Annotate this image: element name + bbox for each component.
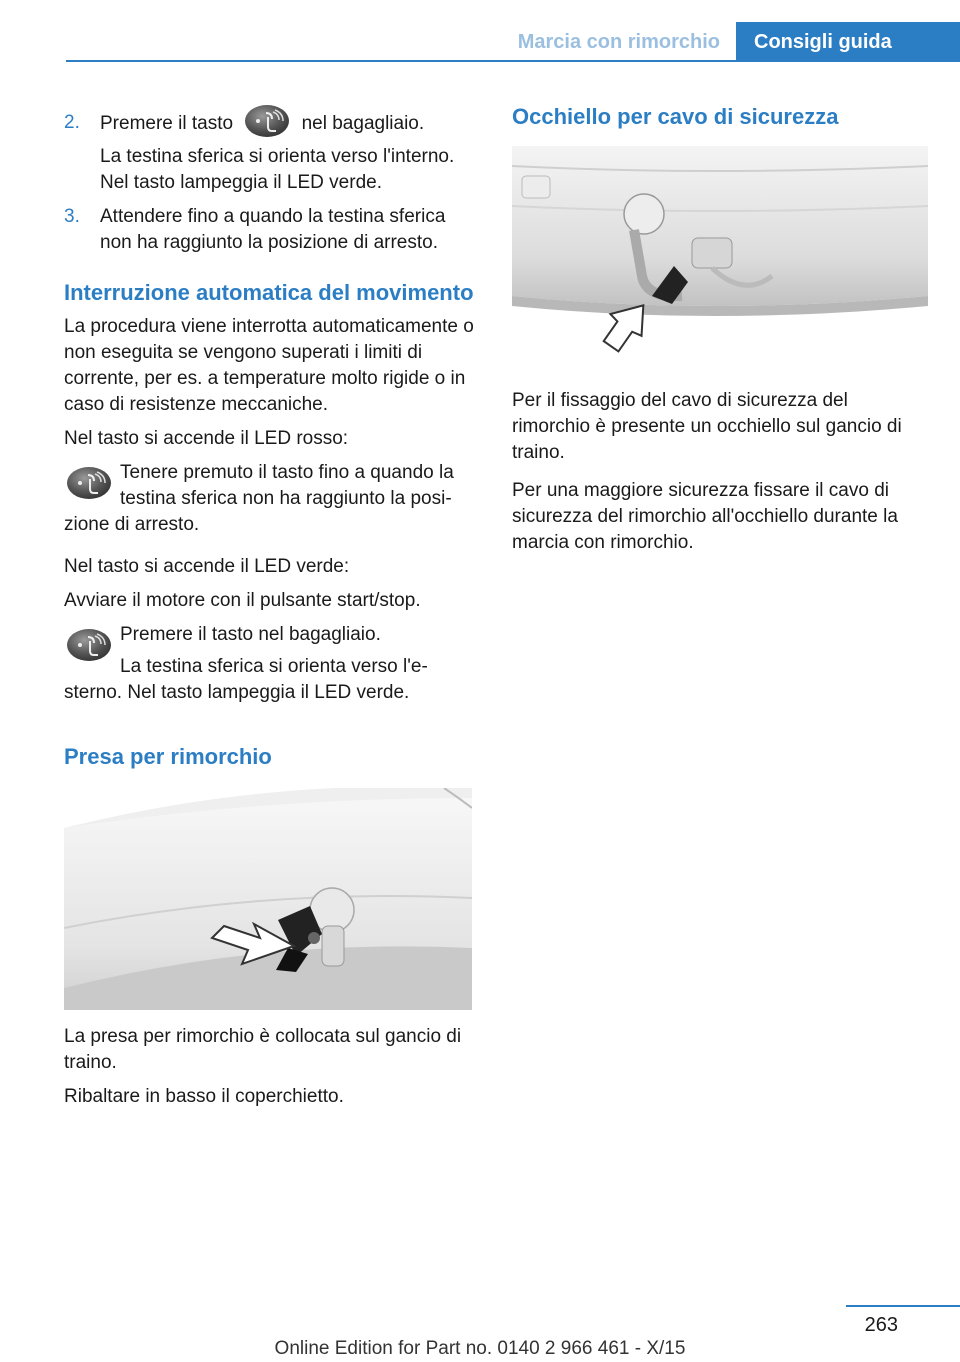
step-number: 2. xyxy=(64,112,80,133)
trailer-hitch-button-icon xyxy=(242,104,292,138)
footer-rule xyxy=(846,1305,960,1307)
left-column xyxy=(64,110,482,1118)
step-number: 3. xyxy=(64,206,80,227)
note-text: Tenere premuto il tasto fino a quando la testina sferica non ha raggiunto la posi- xyxy=(120,462,454,509)
footer-edition-text: Online Edition for Part no. 0140 2 966 461 - X/15 xyxy=(274,1338,686,1359)
note-text: sterno. Nel tasto lampeggia il LED verde. xyxy=(64,682,410,703)
trailer-hitch-button-icon xyxy=(64,466,114,500)
paragraph: Per il fissaggio del cavo di sicurezza del rimorchio è presente un occhiello sul gancio di traino. xyxy=(512,390,902,463)
trailer-hitch-button-icon xyxy=(64,628,114,662)
paragraph: Ribaltare in basso il coperchietto. xyxy=(64,1086,344,1107)
step-text: Premere il tasto nel bagagliaio. xyxy=(100,110,482,138)
step-text: Attendere fino a quando la testina sferica non ha raggiunto la posizione di arresto. xyxy=(100,206,446,253)
trailer-socket-illustration xyxy=(64,788,472,1010)
paragraph: La presa per rimorchio è collocata sul gancio di traino. xyxy=(64,1026,462,1073)
step-3 xyxy=(64,204,482,256)
subheading-automatic-interruption: Interruzione automatica del movimento xyxy=(64,280,474,305)
paragraph: Nel tasto si accende il LED rosso: xyxy=(64,428,349,449)
paragraph: Avviare il motore con il pulsante start/stop. xyxy=(64,590,421,611)
icon-note-press-button xyxy=(64,622,482,706)
step-2 xyxy=(64,110,482,196)
header-section-title: Marcia con rimorchio xyxy=(517,31,720,53)
icon-note-hold-button xyxy=(64,460,482,538)
right-column xyxy=(512,104,928,564)
paragraph: Nel tasto si accende il LED verde: xyxy=(64,556,350,577)
paragraph: Per una maggiore sicurezza fissare il cavo di sicurezza del rimorchio all'occhiello durante la marcia con rimorchio. xyxy=(512,480,898,553)
header-chapter-tab[interactable]: Consigli guida xyxy=(736,22,960,62)
safety-cable-eye-illustration xyxy=(512,146,928,364)
note-text: Premere il tasto nel bagagliaio. xyxy=(120,624,381,645)
page-number: 263 xyxy=(864,1314,898,1336)
note-text: zione di arresto. xyxy=(64,514,200,535)
step-detail: La testina sferica si orienta verso l'interno. Nel tasto lampeggia il LED verde. xyxy=(100,146,455,193)
page-header xyxy=(66,22,960,62)
paragraph: La procedura viene interrotta automaticamente o non eseguita se vengono superati i limiti di corrente, per es. a temperature molto rigide o in caso di resistenze meccaniche. xyxy=(64,316,474,415)
section-heading-safety-cable-eye: Occhiello per cavo di sicurezza xyxy=(512,104,839,129)
note-text: La testina sferica si orienta verso l'e- xyxy=(120,656,428,677)
section-heading-trailer-socket: Presa per rimorchio xyxy=(64,744,272,769)
